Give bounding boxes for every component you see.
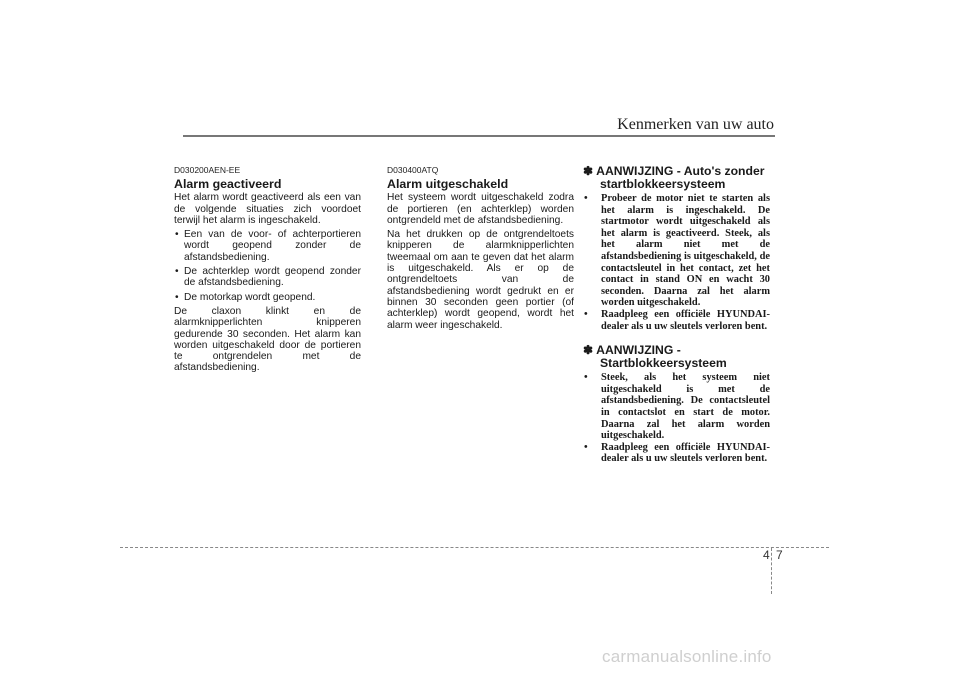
list-item: • Raadpleeg een officiële HYUNDAI-dealer als u uw sleutels verloren bent. [583, 442, 770, 465]
chapter-number: 4 [763, 548, 770, 562]
watermark: carmanualsonline.info [602, 647, 772, 666]
paragraph: Na het drukken op de ontgrendeltoets knipperen de alarmknipperlichten tweemaal om aan te geven dat het alarm is uitgeschakeld. Als er op de ontgrendeltoets van de afstandsbediening wordt gedrukt en er binnen 30 seconden geen portier (of achterklep) wordt geopend, wordt het alarm weer ingeschakeld. [387, 229, 574, 331]
note-title [583, 344, 770, 370]
note-title-main: ✽ AANWIJZING - Auto's zonder [583, 164, 765, 178]
note-title-sub: startblokkeersysteem [600, 177, 726, 191]
trigger-list [174, 229, 361, 303]
section-code: D030200AEN-EE [174, 165, 241, 175]
column-alarm-activated [174, 165, 361, 377]
list-item: • Raadpleeg een officiële HYUNDAI-dealer als u uw sleutels verloren bent. [583, 309, 770, 332]
page-divider [771, 548, 772, 594]
note-title-main: ✽ AANWIJZING - [583, 343, 681, 358]
list-item: • Probeer de motor niet te starten als het alarm is ingeschakeld. De startmotor wordt uitgeschakeld als het alarm is geactiveerd. Steek, als het alarm niet met de afstandsbediening is uitgeschakeld, de contactsleutel in het contact, zet het contact in stand ON en wacht 30 seconden. Daarna zal het alarm worden uitgeschakeld. [583, 193, 770, 309]
paragraph: Het systeem wordt uitgeschakeld zodra de portieren (en achterklep) worden ontgrendeld met de afstandsbediening. [387, 192, 574, 226]
list-item: • Een van de voor- of achterportieren wordt geopend zonder de afstandsbediening. [174, 229, 361, 263]
note-list [583, 193, 770, 332]
section-heading: Alarm uitgeschakeld [387, 177, 509, 192]
note-list [583, 372, 770, 465]
column-notes [583, 165, 770, 477]
note-title-sub: Startblokkeersysteem [600, 356, 727, 371]
page-number: 7 [776, 548, 783, 562]
footer-rule [120, 547, 829, 548]
intro-paragraph: Het alarm wordt geactiveerd als een van de volgende situaties zich voordoet terwijl het alarm is ingeschakeld. [174, 192, 361, 226]
section-code: D030400ATQ [387, 165, 439, 175]
column-alarm-deactivated [387, 165, 574, 334]
page-header-title: Kenmerken van uw auto [617, 116, 774, 133]
list-item: • De motorkap wordt geopend. [174, 292, 361, 303]
list-item: • De achterklep wordt geopend zonder de afstandsbediening. [174, 266, 361, 289]
note-title [583, 165, 770, 191]
header-rule [183, 135, 775, 137]
section-heading: Alarm geactiveerd [174, 177, 282, 192]
list-item: • Steek, als het systeem niet uitgeschakeld is met de afstandsbediening. De contactsleutel in contactslot en start de motor. Daarna zal het alarm worden uitgeschakeld. [583, 372, 770, 442]
outro-paragraph: De claxon klinkt en de alarmknipperlichten knipperen gedurende 30 seconden. Het alarm kan worden uitgeschakeld door de portieren te ontgrendelen met de afstandsbediening. [174, 305, 361, 374]
